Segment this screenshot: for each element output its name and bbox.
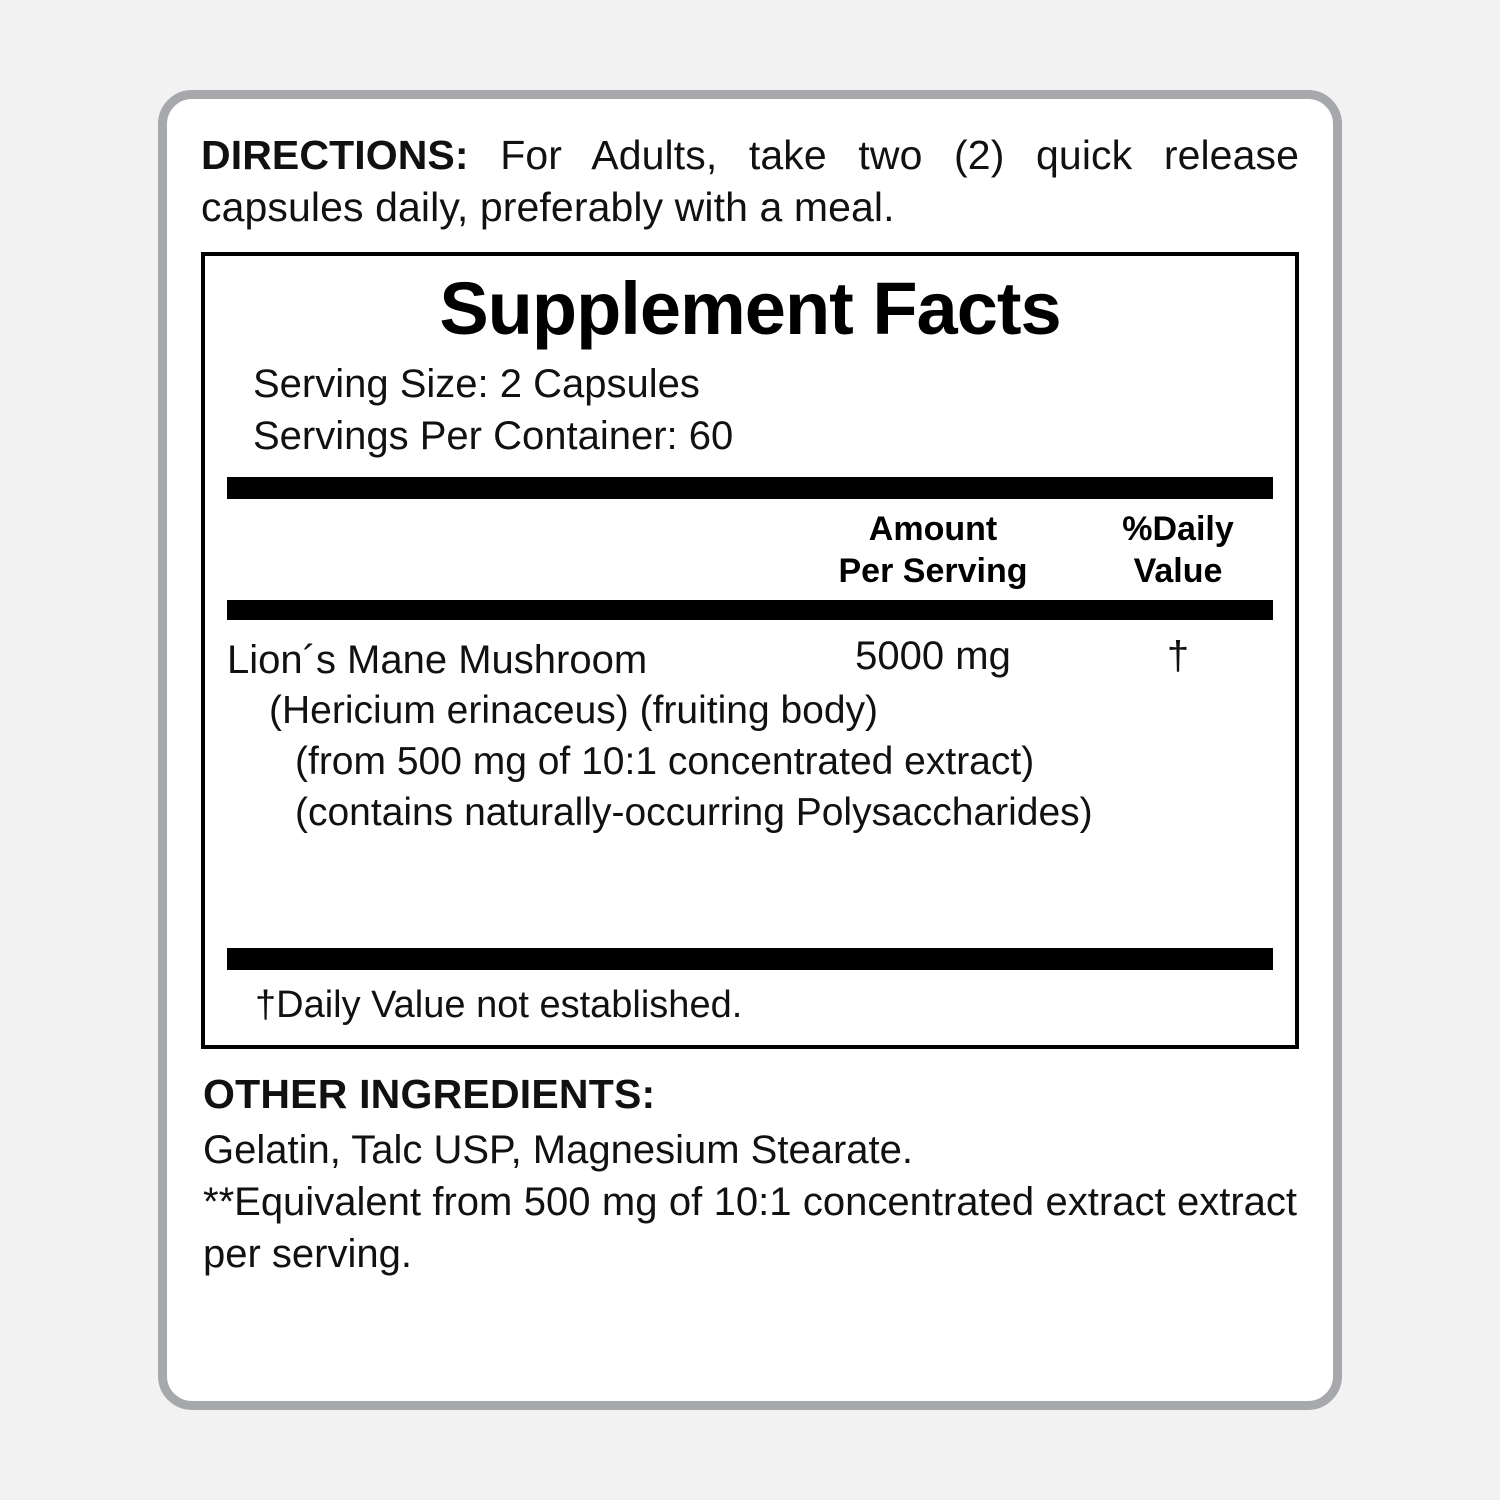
ingredient-subline-2: (from 500 mg of 10:1 concentrated extract) — [295, 739, 1035, 783]
ingredient-name: Lion´s Mane Mushroom — [227, 638, 648, 683]
daily-value-header — [1083, 509, 1273, 592]
directions-paragraph — [201, 129, 1299, 234]
ingredient-rows — [227, 620, 1273, 934]
serving-size-value: 2 Capsules — [499, 361, 700, 406]
ingredient-daily-value: † — [1166, 634, 1190, 679]
label-inner — [167, 99, 1333, 1401]
servings-per-container-value: 60 — [688, 414, 734, 459]
directions-text: For Adults, take two (2) quick release capsules daily, preferably with a meal. — [201, 132, 1299, 231]
servings-per-container-row — [253, 410, 1273, 463]
serving-size-label: Serving Size: — [253, 361, 489, 406]
servings-per-container-label: Servings Per Container: — [253, 414, 678, 459]
amount-per-serving-header — [783, 509, 1083, 592]
daily-value-footnote: †Daily Value not established. — [255, 984, 743, 1027]
directions-label: DIRECTIONS: — [201, 132, 469, 178]
divider-thick-top — [227, 477, 1273, 499]
daily-value-header-line2: Value — [1133, 551, 1223, 590]
ingredient-amount: 5000 mg — [855, 634, 1011, 679]
other-ingredients-section — [201, 1071, 1299, 1280]
serving-size-row — [253, 358, 1273, 411]
supplement-facts-title: Supplement Facts — [439, 266, 1061, 350]
divider-thick-bottom — [227, 948, 1273, 970]
daily-value-header-line1: %Daily — [1122, 510, 1234, 549]
other-ingredients-title: OTHER INGREDIENTS: — [203, 1071, 656, 1118]
amount-header-line1: Amount — [868, 510, 998, 549]
ingredient-subline-3: (contains naturally-occurring Polysaccharides) — [295, 790, 1093, 834]
column-headers — [227, 499, 1273, 600]
other-ingredients-body: Gelatin, Talc USP, Magnesium Stearate. — [203, 1128, 913, 1173]
supplement-label-card — [158, 90, 1342, 1410]
table-row — [227, 634, 1273, 686]
supplement-facts-panel — [201, 252, 1299, 1049]
ingredient-subline-1: (Hericium erinaceus) (fruiting body) — [269, 689, 879, 733]
equivalent-note: **Equivalent from 500 mg of 10:1 concentrated extract extract per serving. — [203, 1180, 1297, 1277]
amount-header-line2: Per Serving — [838, 551, 1028, 590]
divider-thick-headers — [227, 600, 1273, 620]
